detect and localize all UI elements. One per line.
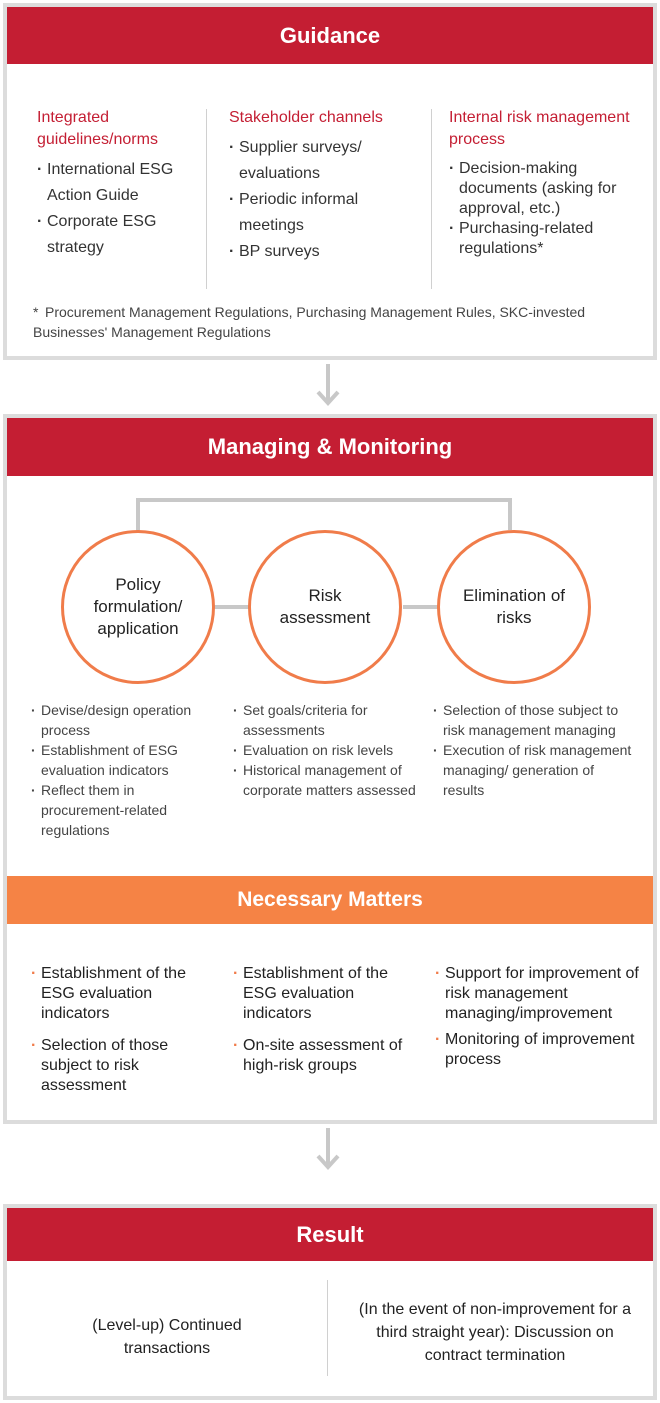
circle-risk-assessment	[248, 530, 402, 684]
guidance-header	[7, 7, 653, 64]
managing-title: Managing & Monitoring	[207, 434, 453, 459]
guidance-list	[37, 157, 197, 261]
guidance-panel	[3, 3, 657, 360]
necessary-list-1	[31, 964, 216, 1106]
necessary-header	[7, 876, 653, 924]
circle-policy-formulation	[61, 530, 215, 684]
circle-label: Policy formulation/ application	[93, 575, 183, 638]
list-item: · Selection of those subject to risk assessment	[31, 1036, 216, 1096]
guidance-divider	[431, 109, 432, 289]
necessary-title: Necessary Matters	[237, 888, 423, 911]
managing-list-2	[233, 700, 423, 800]
list-item: · Devise/design operation process	[31, 700, 221, 740]
result-header	[7, 1208, 653, 1261]
managing-panel	[3, 414, 657, 1124]
managing-list-3	[433, 700, 633, 800]
guidance-list	[229, 135, 399, 265]
guidance-list	[449, 159, 644, 259]
footnote-mark: *	[33, 304, 39, 320]
guidance-footnote	[33, 302, 593, 342]
list-item: · Reflect them in procurement-related regulations	[31, 780, 221, 840]
footnote-text: Procurement Management Regulations, Purchasing Management Rules, SKC-invested Businesses' Management Regulations	[33, 304, 586, 340]
guidance-column-title: Internal risk management process	[449, 109, 630, 148]
managing-list-1	[31, 700, 221, 840]
list-item: · Establishment of ESG evaluation indicators	[31, 740, 221, 780]
result-panel	[3, 1204, 657, 1400]
guidance-column-title: Stakeholder channels	[229, 109, 383, 126]
list-item: · BP surveys	[229, 239, 399, 265]
result-divider	[327, 1280, 328, 1376]
down-arrow-icon	[313, 362, 343, 408]
list-item: · Monitoring of improvement process	[435, 1030, 647, 1070]
circle-elimination-of-risks	[437, 530, 591, 684]
list-item: · Purchasing-related regulations*	[449, 219, 644, 259]
list-item: · Corporate ESG strategy	[37, 209, 197, 261]
necessary-list-3	[435, 964, 647, 1080]
list-item: · Supplier surveys/ evaluations	[229, 135, 399, 187]
list-item: · Selection of those subject to risk management managing	[433, 700, 633, 740]
guidance-column-2	[229, 107, 399, 265]
list-item: · Decision-making documents (asking for approval, etc.)	[449, 159, 644, 219]
list-item: · Set goals/criteria for assessments	[233, 700, 423, 740]
list-item: · International ESG Action Guide	[37, 157, 197, 209]
guidance-column-1	[37, 107, 197, 261]
list-item: · Periodic informal meetings	[229, 187, 399, 239]
list-item: · Historical management of corporate matters assessed	[233, 760, 423, 800]
list-item: · Support for improvement of risk management managing/improvement	[435, 964, 647, 1024]
list-item: · Evaluation on risk levels	[233, 740, 423, 760]
guidance-column-3	[449, 107, 644, 259]
circle-label: Risk assessment	[279, 586, 371, 627]
guidance-title: Guidance	[279, 23, 381, 48]
guidance-column-title: Integrated guidelines/norms	[37, 109, 158, 148]
list-item: · Execution of risk management managing/ generation of results	[433, 740, 633, 800]
managing-header	[7, 418, 653, 476]
result-title: Result	[296, 1222, 364, 1247]
guidance-divider	[206, 109, 207, 289]
list-item: · Establishment of the ESG evaluation indicators	[233, 964, 413, 1024]
result-right-text: (In the event of non-improvement for a third straight year): Discussion on contract termination	[358, 1301, 632, 1364]
circle-label: Elimination of risks	[462, 586, 566, 627]
result-left-text: (Level-up) Continued transactions	[92, 1317, 242, 1357]
necessary-list-2	[233, 964, 413, 1086]
list-item: · Establishment of the ESG evaluation indicators	[31, 964, 216, 1024]
list-item: · On-site assessment of high-risk groups	[233, 1036, 413, 1076]
down-arrow-icon	[313, 1126, 343, 1172]
